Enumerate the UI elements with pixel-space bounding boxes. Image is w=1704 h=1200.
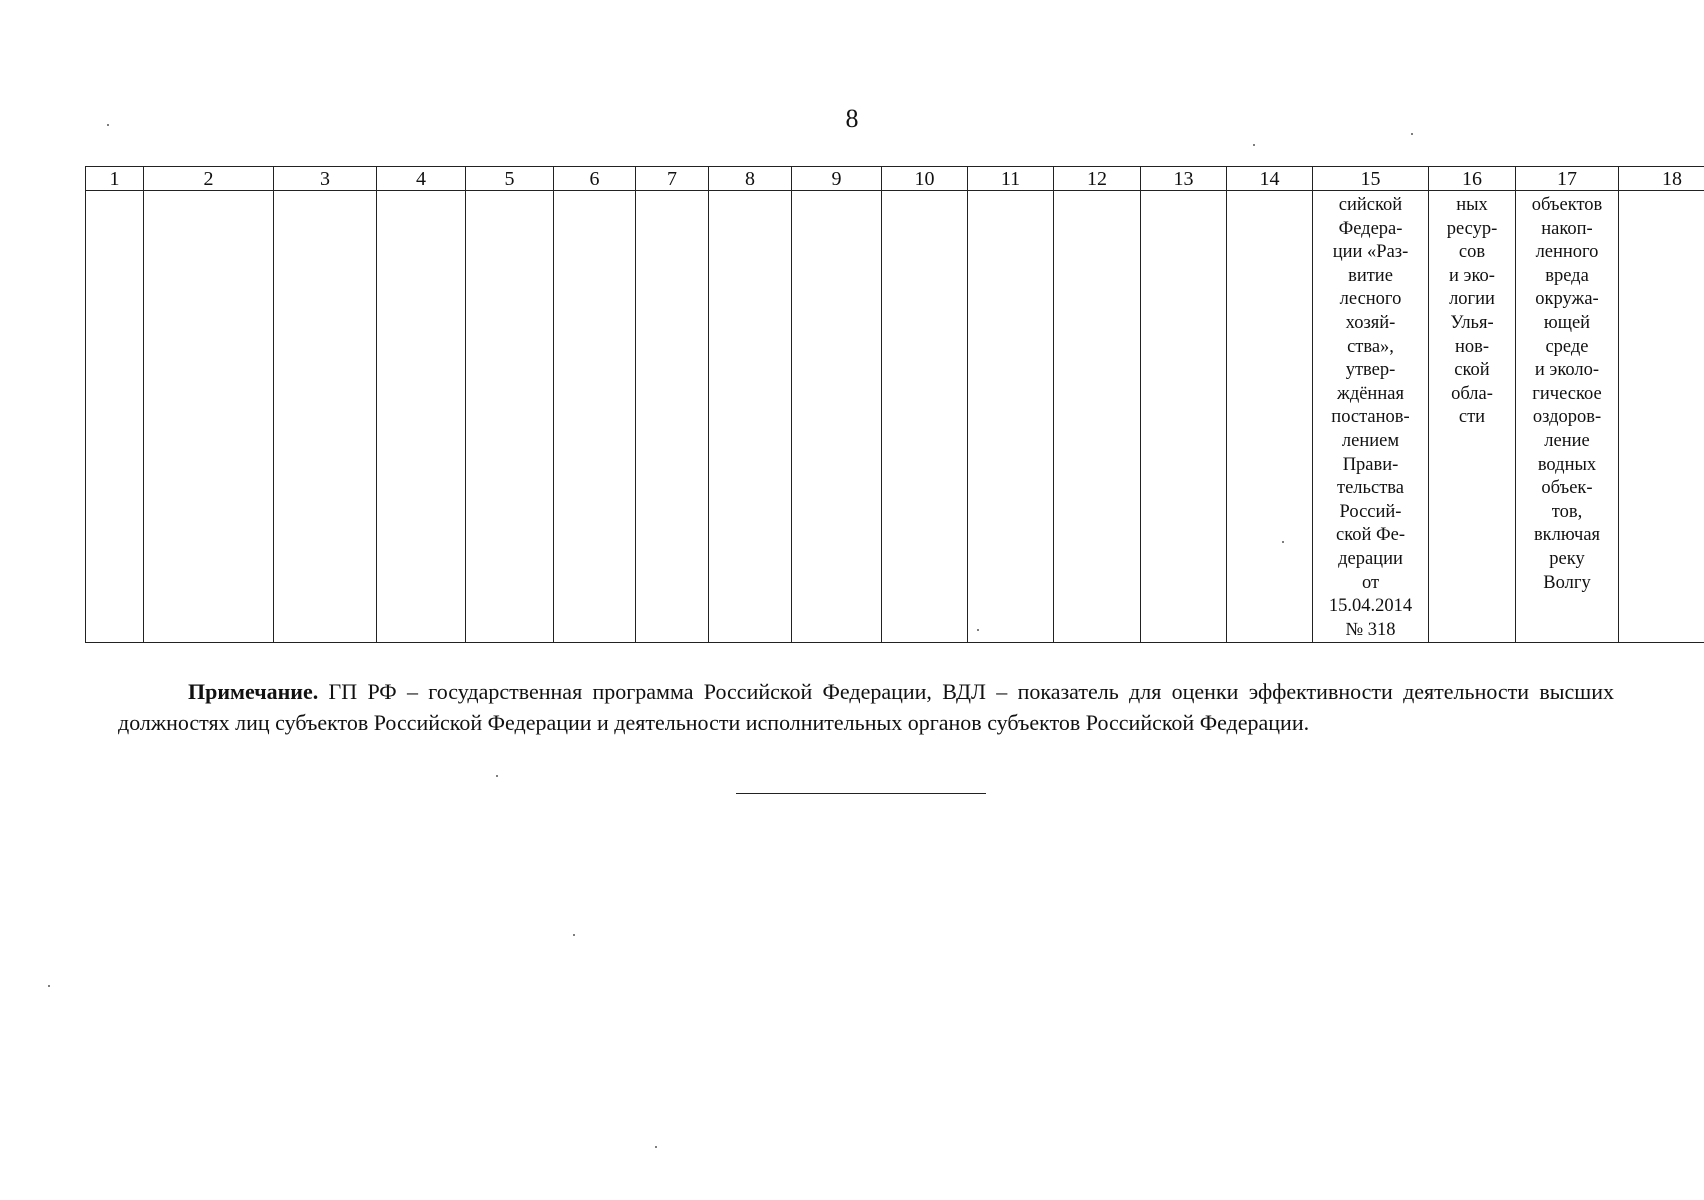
closing-rule: [736, 793, 986, 794]
table-cell-15: [1313, 191, 1429, 643]
cell-line: обла-: [1451, 383, 1493, 404]
table-cell-9: [792, 191, 882, 643]
program-text: [1313, 191, 1428, 642]
cell-line: тов,: [1551, 501, 1583, 522]
cell-line: сов: [1458, 242, 1486, 263]
column-header-15: 15: [1313, 167, 1429, 191]
cell-line: Россий-: [1339, 501, 1402, 522]
column-header-11: 11: [968, 167, 1054, 191]
table-header-row: [86, 167, 1704, 191]
cell-line: логии: [1449, 289, 1495, 310]
table-cell-5: [466, 191, 554, 643]
cell-line: лесного: [1339, 289, 1402, 310]
column-header-5: 5: [466, 167, 554, 191]
scan-speck: [107, 124, 109, 126]
cell-line: ленного: [1535, 242, 1599, 263]
cell-line: включая: [1533, 525, 1601, 546]
cell-line: лением: [1341, 430, 1400, 451]
cell-line: ской Фе-: [1335, 525, 1406, 546]
cell-line: № 318: [1345, 619, 1396, 640]
footnote-text: ГП РФ – государственная программа Российской Федерации, ВДЛ – показатель для оценки эффективности деятельности высших должностях лиц субъектов Российской Федерации и деятельности исполнительных органов субъектов Российской Федерации.: [118, 679, 1614, 735]
cell-line: сти: [1458, 407, 1486, 428]
scan-speck: [1411, 133, 1413, 135]
scan-speck: [573, 934, 575, 936]
table-cell-17: [1516, 191, 1619, 643]
cell-line: реку: [1549, 548, 1585, 569]
table-cell-1: [86, 191, 144, 643]
table-cell-8: [709, 191, 792, 643]
cell-line: объек-: [1541, 478, 1593, 499]
column-header-3: 3: [274, 167, 377, 191]
scan-speck: [655, 1146, 657, 1148]
cell-line: 15.04.2014: [1328, 596, 1413, 617]
cell-line: Улья-: [1450, 312, 1494, 333]
table-cell-16: [1429, 191, 1516, 643]
scan-speck: [977, 629, 979, 631]
cell-line: Прави-: [1342, 454, 1399, 475]
cell-line: тельства: [1337, 478, 1404, 499]
cell-line: ции «Раз-: [1332, 242, 1409, 263]
column-header-6: 6: [554, 167, 636, 191]
table-cell-14: [1227, 191, 1313, 643]
cell-line: сийской: [1338, 195, 1403, 215]
column-header-1: 1: [86, 167, 144, 191]
table-cell-12: [1054, 191, 1141, 643]
ministry-text: [1429, 191, 1515, 430]
footnote-paragraph: [118, 676, 1614, 738]
table-cell-3: [274, 191, 377, 643]
cell-line: ждённая: [1337, 383, 1404, 404]
column-header-7: 7: [636, 167, 709, 191]
cell-line: объектов: [1531, 195, 1603, 215]
cell-line: постанов-: [1331, 407, 1410, 428]
scan-speck: [48, 985, 50, 987]
table-cell-4: [377, 191, 466, 643]
cell-line: среде: [1545, 336, 1589, 357]
page-number: 8: [845, 104, 859, 133]
cell-line: вреда: [1545, 265, 1589, 286]
footnote-label: Примечание.: [188, 679, 319, 704]
table-cell-10: [882, 191, 968, 643]
column-header-18: 18: [1619, 167, 1704, 191]
column-header-16: 16: [1429, 167, 1516, 191]
cell-line: Федера-: [1338, 218, 1403, 239]
column-header-8: 8: [709, 167, 792, 191]
cell-line: дерации: [1338, 548, 1403, 569]
cell-line: ление: [1544, 430, 1590, 451]
data-table: [85, 166, 1704, 643]
cell-line: ющей: [1543, 312, 1591, 333]
cell-line: витие: [1348, 265, 1393, 286]
scan-speck: [1253, 144, 1255, 146]
column-header-4: 4: [377, 167, 466, 191]
column-header-14: 14: [1227, 167, 1313, 191]
cell-line: ства»,: [1347, 336, 1394, 357]
column-header-2: 2: [144, 167, 274, 191]
footnote: [118, 676, 1614, 738]
cell-line: Волгу: [1543, 572, 1591, 593]
column-header-9: 9: [792, 167, 882, 191]
cell-line: от: [1361, 572, 1380, 593]
table-cell-2: [144, 191, 274, 643]
table-cell-6: [554, 191, 636, 643]
column-header-17: 17: [1516, 167, 1619, 191]
table-cell-7: [636, 191, 709, 643]
cell-line: оздоров-: [1532, 407, 1602, 428]
cell-line: нов-: [1454, 336, 1490, 357]
table-row: [86, 191, 1704, 643]
table-cell-13: [1141, 191, 1227, 643]
cell-line: и эколо-: [1534, 360, 1600, 381]
cell-line: утвер-: [1345, 360, 1396, 381]
objective-text: [1516, 191, 1618, 595]
scan-speck: [1282, 541, 1284, 543]
cell-line: накоп-: [1541, 218, 1593, 239]
cell-line: водных: [1537, 454, 1597, 475]
cell-line: ресур-: [1446, 218, 1498, 239]
cell-line: ской: [1454, 360, 1490, 381]
column-header-12: 12: [1054, 167, 1141, 191]
column-header-13: 13: [1141, 167, 1227, 191]
cell-line: хозяй-: [1345, 312, 1396, 333]
cell-line: ных: [1456, 195, 1488, 215]
scan-speck: [496, 775, 498, 777]
table-cell-11: [968, 191, 1054, 643]
cell-line: и эко-: [1449, 265, 1495, 286]
cell-line: окружа-: [1535, 289, 1599, 310]
column-header-10: 10: [882, 167, 968, 191]
cell-line: гическое: [1532, 383, 1602, 404]
table-cell-18: [1619, 191, 1704, 643]
